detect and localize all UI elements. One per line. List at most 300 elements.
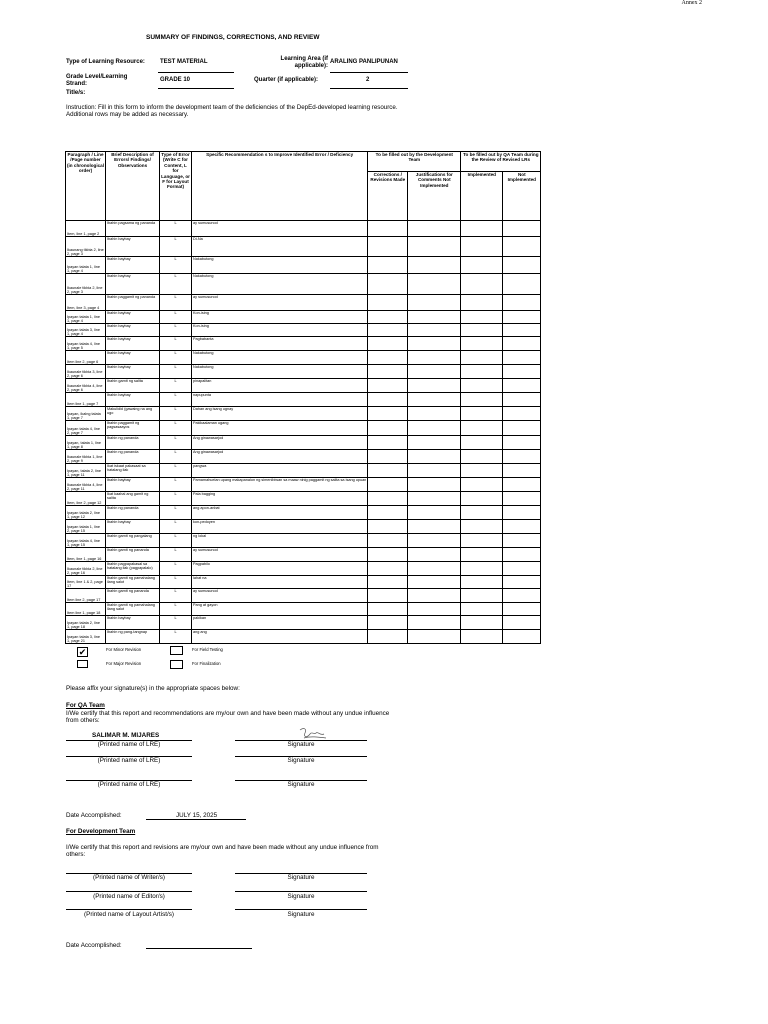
cell-not-implemented[interactable] — [503, 274, 541, 295]
field-testing-label: For Field Testing — [192, 647, 223, 652]
cell-location: Ipayan talata 4, line 1, page 5 — [66, 337, 106, 351]
cell-error-type: L — [160, 464, 192, 478]
cell-justifications[interactable] — [408, 436, 461, 450]
cell-error-type: L — [160, 478, 192, 492]
cell-recommendation: Kon-ising — [192, 311, 368, 324]
cell-error-type: L — [160, 274, 192, 295]
cell-implemented[interactable] — [461, 478, 503, 492]
dev-date-label: Date Accomplished: — [66, 942, 122, 949]
cell-not-implemented[interactable] — [503, 464, 541, 478]
cell-description: Ibahin ng pananda — [106, 506, 160, 520]
page-title: SUMMARY OF FINDINGS, CORRECTIONS, AND REVIEW — [146, 34, 320, 41]
area-label: Learning Area (if applicable): — [280, 56, 328, 69]
cell-recommendation: Kon-ising — [192, 324, 368, 337]
cell-description: Ibahin gamit ng pananda — [106, 589, 160, 603]
cell-implemented[interactable] — [461, 576, 503, 589]
cell-corrections[interactable] — [368, 337, 408, 351]
cell-recommendation: Pala bagging — [192, 492, 368, 506]
cell-error-type: L — [160, 421, 192, 436]
cell-not-implemented[interactable] — [503, 562, 541, 576]
cell-implemented[interactable] — [461, 257, 503, 274]
cell-implemented[interactable] — [461, 324, 503, 337]
cell-implemented[interactable] — [461, 450, 503, 464]
cell-not-implemented[interactable] — [503, 257, 541, 274]
table-row — [66, 562, 541, 576]
editor-line — [66, 891, 192, 892]
col-implemented: Implemented — [461, 172, 503, 221]
lre-caption-2: (Printed name of LRE) — [97, 757, 161, 764]
cell-justifications[interactable] — [408, 534, 461, 548]
cell-error-type: L — [160, 603, 192, 616]
findings-table — [65, 151, 541, 644]
cell-implemented[interactable] — [461, 520, 503, 534]
table-row — [66, 464, 541, 478]
cell-justifications[interactable] — [408, 407, 461, 421]
field-testing-checkbox[interactable] — [170, 646, 183, 655]
cell-error-type: L — [160, 393, 192, 407]
qa-date-value: JULY 15, 2025 — [176, 812, 218, 819]
cell-location: Ikaunale tikbia 2, line 2, page 3 — [66, 274, 106, 295]
minor-revision-label: For Minor Revision — [106, 647, 142, 652]
cell-implemented[interactable] — [461, 506, 503, 520]
cell-corrections[interactable] — [368, 436, 408, 450]
cell-error-type: L — [160, 379, 192, 393]
cell-description: Ibahin gamit ng pananda — [106, 548, 160, 562]
cell-description: Ibahin baybay — [106, 351, 160, 365]
qa-printed-name: SALIMAR M. MIJARES — [92, 732, 160, 739]
cell-description: Ikat iskaat pakasaat sa hatalang ilak — [106, 464, 160, 478]
col-qa-team: To be filled out by QA Team during the Review of Revised LRs — [461, 152, 541, 172]
cell-recommendation: Nakabutong — [192, 257, 368, 274]
cell-implemented[interactable] — [461, 492, 503, 506]
quarter-label: Quarter (if applicable): — [254, 77, 319, 83]
cell-recommendation: Nakabutong — [192, 274, 368, 295]
cell-error-type: L — [160, 562, 192, 576]
cell-corrections[interactable] — [368, 520, 408, 534]
cell-description: Ibahin ng pananda — [106, 450, 160, 464]
lre-line-2 — [66, 756, 192, 757]
cell-justifications[interactable] — [408, 616, 461, 630]
cell-justifications[interactable] — [408, 351, 461, 365]
cell-justifications[interactable] — [408, 295, 461, 311]
lre-caption-3: (Printed name of LRE) — [97, 781, 161, 788]
area-value: ARALING PANLIPUNAN — [330, 59, 398, 65]
type-underline — [158, 72, 234, 73]
cell-corrections[interactable] — [368, 534, 408, 548]
col-location: Paragraph / Line /Page number (in chronological order) — [66, 152, 106, 221]
cell-recommendation: ay sumusunod — [192, 548, 368, 562]
table-row — [66, 616, 541, 630]
table-row — [66, 576, 541, 589]
cell-location: Ikaunale tikbia 3, line 2, page 6 — [66, 365, 106, 379]
check-icon: ✔ — [78, 647, 87, 657]
cell-not-implemented[interactable] — [503, 393, 541, 407]
cell-corrections[interactable] — [368, 295, 408, 311]
cell-implemented[interactable] — [461, 237, 503, 257]
cell-recommendation: Pakikaalaman ugang — [192, 421, 368, 436]
cell-implemented[interactable] — [461, 548, 503, 562]
cell-corrections[interactable] — [368, 464, 408, 478]
cell-corrections[interactable] — [368, 548, 408, 562]
cell-location: Ipayan talata 1, line 1, page 4 — [66, 257, 106, 274]
cell-corrections[interactable] — [368, 603, 408, 616]
cell-not-implemented[interactable] — [503, 365, 541, 379]
finalization-checkbox[interactable] — [170, 660, 183, 669]
table-row — [66, 492, 541, 506]
cell-justifications[interactable] — [408, 311, 461, 324]
table-row — [66, 478, 541, 492]
table-row — [66, 221, 541, 237]
cell-location: Ikaunale tikbia 1, line 2, page 9 — [66, 450, 106, 464]
cell-corrections[interactable] — [368, 311, 408, 324]
cell-description: Ibahin baybay — [106, 324, 160, 337]
cell-recommendation: ng lokal — [192, 534, 368, 548]
table-row — [66, 274, 541, 295]
col-description: Brief Description of Errors/ Findings/ Observations — [106, 152, 160, 221]
cell-justifications[interactable] — [408, 603, 461, 616]
grade-underline — [158, 88, 234, 89]
cell-location: Item line 1, page 7 — [66, 393, 106, 407]
cell-location: Item, line 1, page 16 — [66, 548, 106, 562]
cell-recommendation: Pang at gayon — [192, 603, 368, 616]
cell-implemented[interactable] — [461, 274, 503, 295]
table-row — [66, 436, 541, 450]
cell-implemented[interactable] — [461, 407, 503, 421]
grade-value: GRADE 10 — [160, 77, 191, 83]
table-row — [66, 603, 541, 616]
cell-description: Ibahin baybay — [106, 237, 160, 257]
table-row — [66, 534, 541, 548]
cell-location: Ikaunale tikbia 2, line 2, page 16 — [66, 562, 106, 576]
cell-corrections[interactable] — [368, 257, 408, 274]
cell-justifications[interactable] — [408, 520, 461, 534]
cell-not-implemented[interactable] — [503, 407, 541, 421]
cell-justifications[interactable] — [408, 379, 461, 393]
cell-corrections[interactable] — [368, 492, 408, 506]
cell-recommendation: ang ang — [192, 630, 368, 644]
table-row — [66, 379, 541, 393]
cell-justifications[interactable] — [408, 630, 461, 644]
dev-certification: I/We certify that this report and revisions are my/our own and have been made without any undue influence from others: — [66, 844, 379, 859]
cell-implemented[interactable] — [461, 337, 503, 351]
major-revision-checkbox[interactable] — [77, 660, 88, 668]
type-value: TEST MATERIAL — [160, 59, 208, 65]
cell-corrections[interactable] — [368, 221, 408, 237]
finalization-label: For Finalization — [192, 661, 221, 666]
cell-description: Ibahin ng pang-tangnap — [106, 630, 160, 644]
layout-signature-caption: Signature — [287, 911, 315, 918]
cell-justifications[interactable] — [408, 492, 461, 506]
cell-corrections[interactable] — [368, 421, 408, 436]
cell-recommendation: ay sumusunod — [192, 589, 368, 603]
cell-justifications[interactable] — [408, 464, 461, 478]
dev-date-line — [146, 948, 252, 949]
cell-location: Ipayan talata 3, line 1, page 21 — [66, 630, 106, 644]
cell-location: Item, line 3, page 4 — [66, 295, 106, 311]
cell-location: Item, line 2, page 12 — [66, 492, 106, 506]
cell-description: Ibahin paggamit ng pagsasaayos — [106, 421, 160, 436]
cell-location: Ikaunale tikbia 4, line 2, page 11 — [66, 478, 106, 492]
layout-line — [66, 909, 192, 910]
cell-not-implemented[interactable] — [503, 421, 541, 436]
table-row — [66, 407, 541, 421]
cell-error-type: L — [160, 221, 192, 237]
cell-recommendation: ang apon-anbat — [192, 506, 368, 520]
cell-description: Makulidid (gawaing na ang ugo — [106, 407, 160, 421]
cell-justifications[interactable] — [408, 257, 461, 274]
table-row — [66, 520, 541, 534]
dev-team-heading: For Development Team — [66, 828, 136, 835]
cell-not-implemented[interactable] — [503, 311, 541, 324]
col-not-implemented: Not Implemented — [503, 172, 541, 221]
table-row — [66, 324, 541, 337]
minor-revision-checkbox[interactable] — [77, 647, 88, 657]
cell-justifications[interactable] — [408, 421, 461, 436]
quarter-value: 2 — [366, 77, 370, 83]
layout-caption: (Printed name of Layout Artist/s) — [84, 911, 174, 918]
cell-implemented[interactable] — [461, 630, 503, 644]
cell-description: Ibahin baybay — [106, 393, 160, 407]
col-dev-team: To be filled out by the Development Team — [368, 152, 461, 172]
cell-justifications[interactable] — [408, 393, 461, 407]
cell-description: Ibahin baybay — [106, 520, 160, 534]
cell-description: Ibahin baybay — [106, 337, 160, 351]
cell-justifications[interactable] — [408, 506, 461, 520]
instruction-text: Instruction: Fill in this form to inform the development team of the deficiencies of the DepEd-developed learning resource. Additional rows may be added as necessary. — [66, 104, 398, 119]
cell-not-implemented[interactable] — [503, 351, 541, 365]
cell-not-implemented[interactable] — [503, 616, 541, 630]
cell-not-implemented[interactable] — [503, 221, 541, 237]
area-underline — [330, 72, 408, 73]
grade-label: Grade Level/Learning Strand: — [66, 74, 128, 87]
cell-not-implemented[interactable] — [503, 436, 541, 450]
cell-location: Ipayan, talata 2, line 1, page 11 — [66, 464, 106, 478]
cell-recommendation: kon-pedoyen — [192, 520, 368, 534]
cell-error-type: L — [160, 576, 192, 589]
cell-error-type: L — [160, 351, 192, 365]
cell-corrections[interactable] — [368, 407, 408, 421]
cell-corrections[interactable] — [368, 351, 408, 365]
cell-implemented[interactable] — [461, 464, 503, 478]
affix-instruction: Please affix your signature(s) in the appropriate spaces below: — [66, 685, 240, 692]
cell-not-implemented[interactable] — [503, 379, 541, 393]
cell-corrections[interactable] — [368, 365, 408, 379]
cell-justifications[interactable] — [408, 274, 461, 295]
table-row — [66, 365, 541, 379]
table-row — [66, 295, 541, 311]
cell-description: Ibahin paggamit ng pananda — [106, 295, 160, 311]
cell-recommendation: ay sumusunod — [192, 221, 368, 237]
cell-description: Ikat kaahal ang gamit ng salita — [106, 492, 160, 506]
cell-corrections[interactable] — [368, 630, 408, 644]
cell-description: Ibahin baybay — [106, 616, 160, 630]
cell-recommendation: Pagbabanta — [192, 337, 368, 351]
cell-recommendation: Dahan ang isang ugnay — [192, 407, 368, 421]
cell-error-type: L — [160, 237, 192, 257]
cell-corrections[interactable] — [368, 589, 408, 603]
cell-justifications[interactable] — [408, 237, 461, 257]
table-row — [66, 351, 541, 365]
cell-recommendation: Di-Na — [192, 237, 368, 257]
cell-not-implemented[interactable] — [503, 506, 541, 520]
table-row — [66, 237, 541, 257]
cell-not-implemented[interactable] — [503, 534, 541, 548]
writer-caption: (Printed name of Writer/s) — [93, 874, 165, 881]
cell-description: Ibahin gamit ng pangalang — [106, 534, 160, 548]
cell-corrections[interactable] — [368, 562, 408, 576]
cell-recommendation: Nakabutong — [192, 365, 368, 379]
cell-implemented[interactable] — [461, 393, 503, 407]
signature-caption-2: Signature — [287, 757, 315, 764]
layout-signature-line — [235, 909, 367, 910]
cell-location: Ipayan talata 2, line 1, page 12 — [66, 506, 106, 520]
cell-justifications[interactable] — [408, 548, 461, 562]
cell-not-implemented[interactable] — [503, 324, 541, 337]
cell-not-implemented[interactable] — [503, 492, 541, 506]
cell-justifications[interactable] — [408, 562, 461, 576]
cell-corrections[interactable] — [368, 393, 408, 407]
cell-location: Ipayan talata 4, line 2, page 7 — [66, 421, 106, 436]
cell-error-type: L — [160, 630, 192, 644]
col-corrections: Corrections / Revisions Made — [368, 172, 408, 221]
cell-implemented[interactable] — [461, 534, 503, 548]
cell-corrections[interactable] — [368, 274, 408, 295]
cell-implemented[interactable] — [461, 365, 503, 379]
cell-recommendation: Pamamahuelan upang makapanalon ng simenibiwan sa maaw ninig paggamit ng salita sa isang upuan — [192, 478, 368, 492]
cell-corrections[interactable] — [368, 506, 408, 520]
cell-recommendation: Pagpabilo — [192, 562, 368, 576]
cell-not-implemented[interactable] — [503, 589, 541, 603]
cell-implemented[interactable] — [461, 351, 503, 365]
cell-implemented[interactable] — [461, 616, 503, 630]
cell-error-type: L — [160, 311, 192, 324]
table-row — [66, 506, 541, 520]
cell-description: Ibahin baybay — [106, 365, 160, 379]
cell-location: Item, line 1, page 2 — [66, 221, 106, 237]
cell-not-implemented[interactable] — [503, 630, 541, 644]
cell-description: Ibahin gamit ng pamahalang ilang salot — [106, 603, 160, 616]
cell-justifications[interactable] — [408, 589, 461, 603]
cell-not-implemented[interactable] — [503, 478, 541, 492]
cell-location: Ipayan, talata 1, line 1, page 8 — [66, 436, 106, 450]
cell-recommendation: napupunta — [192, 393, 368, 407]
cell-justifications[interactable] — [408, 324, 461, 337]
cell-not-implemented[interactable] — [503, 337, 541, 351]
cell-error-type: L — [160, 257, 192, 274]
annex-label: Annex 2 — [681, 0, 702, 6]
cell-location: Ikaunang tikbia 2, line 2, page 3 — [66, 237, 106, 257]
cell-location: Ipayan talata 1, line 1, page 4 — [66, 311, 106, 324]
cell-description: Ibahin pagsama ng pananda — [106, 221, 160, 237]
cell-implemented[interactable] — [461, 379, 503, 393]
cell-recommendation: pinapalitan — [192, 379, 368, 393]
table-row — [66, 548, 541, 562]
cell-implemented[interactable] — [461, 436, 503, 450]
cell-justifications[interactable] — [408, 337, 461, 351]
cell-corrections[interactable] — [368, 576, 408, 589]
qa-date-line — [146, 819, 246, 820]
cell-description: Ibahin baybay — [106, 257, 160, 274]
cell-implemented[interactable] — [461, 421, 503, 436]
lre-caption-1: (Printed name of LRE) — [97, 741, 161, 748]
cell-recommendation: lahat na — [192, 576, 368, 589]
cell-implemented[interactable] — [461, 603, 503, 616]
cell-location: Item line 2, page 17 — [66, 589, 106, 603]
cell-corrections[interactable] — [368, 237, 408, 257]
cell-error-type: L — [160, 365, 192, 379]
cell-not-implemented[interactable] — [503, 603, 541, 616]
editor-signature-line — [235, 891, 367, 892]
table-row — [66, 257, 541, 274]
cell-implemented[interactable] — [461, 221, 503, 237]
table-row — [66, 421, 541, 436]
cell-error-type: L — [160, 407, 192, 421]
cell-description: Ibahin ng pananda — [106, 436, 160, 450]
qa-certification: I/We certify that this report and recommendations are my/our own and have been made without any undue influence from others: — [66, 710, 390, 725]
major-revision-label: For Major Revision — [106, 661, 142, 666]
cell-recommendation: Ang ginawasarjod — [192, 450, 368, 464]
cell-error-type: L — [160, 436, 192, 450]
cell-error-type: L — [160, 337, 192, 351]
col-error-type: Type of Error (Write C for Content, L for Language, or F for Layout Format) — [160, 152, 192, 221]
qa-date-label: Date Accomplished: — [66, 812, 122, 819]
titles-label: Title/s: — [66, 90, 86, 96]
cell-justifications[interactable] — [408, 450, 461, 464]
cell-implemented[interactable] — [461, 589, 503, 603]
cell-not-implemented[interactable] — [503, 520, 541, 534]
cell-description: Ibahin gamit ng pamahalang ilang salot — [106, 576, 160, 589]
signature-caption-3: Signature — [287, 781, 315, 788]
cell-implemented[interactable] — [461, 311, 503, 324]
cell-location: Item line 2, page 6 — [66, 351, 106, 365]
cell-corrections[interactable] — [368, 324, 408, 337]
cell-recommendation: Nakabutong — [192, 351, 368, 365]
cell-error-type: L — [160, 295, 192, 311]
cell-recommendation: Ang ginawasarjod — [192, 436, 368, 450]
cell-corrections[interactable] — [368, 450, 408, 464]
cell-location: Ipayan talata 2, line 1, page 18 — [66, 616, 106, 630]
cell-description: Ibahin pagpapakasal sa hatalang ilak (pagpapalalo) — [106, 562, 160, 576]
cell-justifications[interactable] — [408, 576, 461, 589]
cell-justifications[interactable] — [408, 478, 461, 492]
cell-corrections[interactable] — [368, 616, 408, 630]
cell-not-implemented[interactable] — [503, 295, 541, 311]
cell-corrections[interactable] — [368, 478, 408, 492]
cell-justifications[interactable] — [408, 221, 461, 237]
cell-location: Ipayan talata 3, line 1, page 4 — [66, 324, 106, 337]
cell-corrections[interactable] — [368, 379, 408, 393]
editor-signature-caption: Signature — [287, 893, 315, 900]
cell-not-implemented[interactable] — [503, 450, 541, 464]
cell-error-type: L — [160, 324, 192, 337]
table-row — [66, 630, 541, 644]
writer-signature-caption: Signature — [287, 874, 315, 881]
editor-caption: (Printed name of Editor/s) — [93, 893, 165, 900]
cell-justifications[interactable] — [408, 365, 461, 379]
cell-implemented[interactable] — [461, 562, 503, 576]
cell-error-type: L — [160, 506, 192, 520]
cell-implemented[interactable] — [461, 295, 503, 311]
cell-not-implemented[interactable] — [503, 576, 541, 589]
cell-not-implemented[interactable] — [503, 548, 541, 562]
cell-error-type: L — [160, 616, 192, 630]
cell-error-type: L — [160, 589, 192, 603]
cell-description: Ibahin gamit ng salita — [106, 379, 160, 393]
cell-location: Ikaunale tikbia 4, line 2, page 6 — [66, 379, 106, 393]
cell-not-implemented[interactable] — [503, 237, 541, 257]
table-row — [66, 450, 541, 464]
table-row — [66, 337, 541, 351]
